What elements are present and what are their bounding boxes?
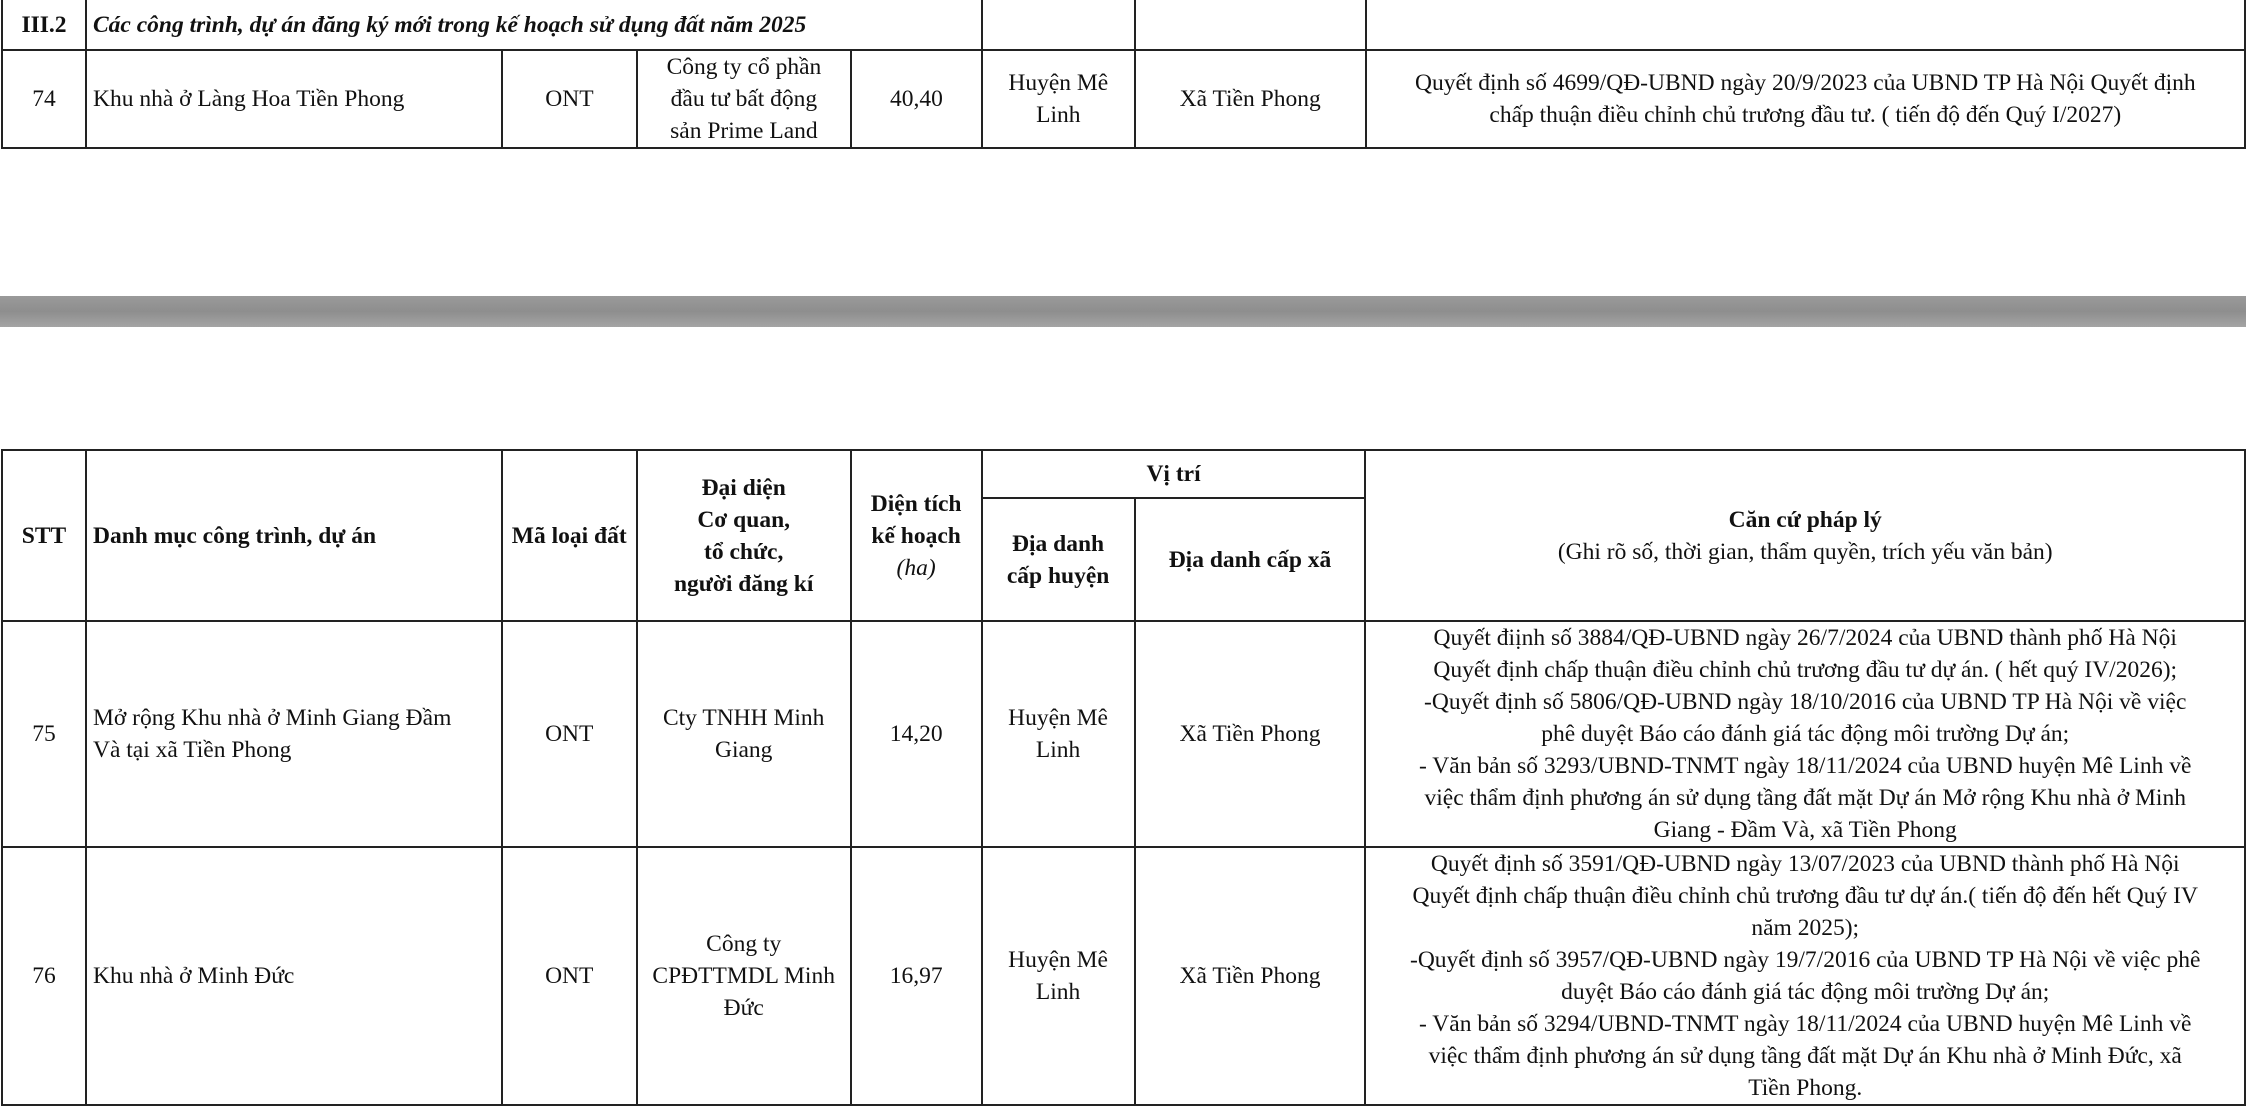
- district-line: Huyện Mê: [1008, 70, 1109, 96]
- land-code-cell: ONT: [502, 50, 637, 148]
- legal-line: -Quyết định số 5806/QĐ-UBND ngày 18/10/2016 của UBND TP Hà Nội về việc: [1424, 689, 2187, 715]
- header-commune: Địa danh cấp xã: [1135, 498, 1366, 621]
- header-line: cấp huyện: [1006, 562, 1110, 589]
- legal-line: năm 2025);: [1751, 915, 1860, 941]
- header-line: Diện tích: [870, 490, 962, 517]
- representative-cell: [637, 847, 851, 1105]
- legal-line: Quyết định số 4699/QĐ-UBND ngày 20/9/2023 của UBND TP Hà Nội Quyết định: [1414, 70, 2196, 96]
- representative-cell: [637, 621, 851, 847]
- legal-line: việc thẩm định phương án sử dụng tầng đất mặt Dự án Mở rộng Khu nhà ở Minh: [1424, 785, 2186, 811]
- area-cell: 16,97: [851, 847, 982, 1105]
- project-name-line: Khu nhà ở Minh Đức: [92, 963, 295, 989]
- legal-line: - Văn bản số 3294/UBND-TNMT ngày 18/11/2024 của UBND huyện Mê Linh về: [1419, 1011, 2192, 1037]
- section-title: Các công trình, dự án đăng ký mới trong kế hoạch sử dụng đất năm 2025: [86, 0, 851, 50]
- section-code: III.2: [2, 0, 86, 50]
- legal-line: Quyết định số 3591/QĐ-UBND ngày 13/07/2023 của UBND thành phố Hà Nội: [1430, 851, 2180, 877]
- legal-line: Giang - Đầm Và, xã Tiền Phong: [1653, 817, 1957, 843]
- legal-basis-cell: [1365, 621, 2245, 847]
- project-name-cell: Khu nhà ở Làng Hoa Tiền Phong: [86, 50, 502, 148]
- legal-line: Quyết định chấp thuận điều chỉnh chủ trương đầu tư dự án. ( hết quý IV/2026);: [1433, 657, 2178, 683]
- header-stt: STT: [2, 450, 86, 621]
- representative-line: Đức: [723, 995, 764, 1021]
- legal-line: chấp thuận điều chỉnh chủ trương đầu tư. ( tiến độ đến Quý I/2027): [1489, 102, 2122, 128]
- table-row: [2, 621, 2245, 847]
- stt-cell: 75: [2, 621, 86, 847]
- section-row: [2, 0, 2245, 50]
- legal-line: Tiền Phong.: [1748, 1075, 1863, 1101]
- header-representative: [637, 450, 851, 621]
- stt-cell: 76: [2, 847, 86, 1105]
- header-line: Đại diện: [701, 474, 786, 501]
- representative-cell: [637, 50, 851, 148]
- table-row: [2, 847, 2245, 1105]
- district-line: Huyện Mê: [1008, 947, 1108, 973]
- representative-line: Giang: [714, 737, 773, 763]
- district-line: Linh: [1036, 102, 1081, 128]
- representative-line: Công ty cổ phần: [666, 54, 822, 80]
- header-line: tổ chức,: [704, 538, 784, 565]
- project-name-cell: [86, 621, 502, 847]
- header-row: [2, 450, 2245, 498]
- header-legal-basis: [1365, 450, 2245, 621]
- project-name-line: Và tại xã Tiền Phong: [92, 737, 292, 763]
- representative-line: đầu tư bất động: [670, 86, 818, 112]
- commune-cell: Xã Tiền Phong: [1135, 847, 1366, 1105]
- legal-line: việc thẩm định phương án sử dụng tầng đất mặt Dự án Khu nhà ở Minh Đức, xã: [1428, 1043, 2182, 1069]
- commune-cell: Xã Tiền Phong: [1135, 50, 1366, 148]
- district-cell: [982, 621, 1135, 847]
- district-line: Huyện Mê: [1008, 705, 1108, 731]
- area-cell: 14,20: [851, 621, 982, 847]
- header-land-code: Mã loại đất: [502, 450, 637, 621]
- area-cell: 40,40: [851, 50, 982, 148]
- stt-cell: 74: [2, 50, 86, 148]
- table-row: [2, 50, 2245, 148]
- district-line: Linh: [1035, 979, 1081, 1005]
- header-legal-subtitle: (Ghi rõ số, thời gian, thẩm quyền, trích yếu văn bản): [1557, 538, 2053, 565]
- legal-basis-cell: [1365, 847, 2245, 1105]
- empty-cell: [1366, 0, 2245, 50]
- header-line: Địa danh: [1012, 530, 1105, 557]
- project-name-line: Mở rộng Khu nhà ở Minh Giang Đầm: [92, 705, 452, 731]
- empty-cell: [982, 0, 1135, 50]
- legal-line: phê duyệt Báo cáo đánh giá tác động môi trường Dự án;: [1541, 721, 2070, 747]
- district-cell: [982, 50, 1135, 148]
- land-code-cell: ONT: [502, 621, 637, 847]
- header-district: [982, 498, 1135, 621]
- representative-line: CPĐTTMDL Minh: [652, 963, 835, 989]
- land-use-table-top: [1, 0, 2246, 149]
- representative-line: sản Prime Land: [670, 118, 818, 144]
- header-area: [851, 450, 982, 621]
- header-line: kế hoạch: [871, 522, 961, 549]
- header-line: người đăng kí: [673, 570, 814, 597]
- legal-basis-cell: [1366, 50, 2245, 148]
- legal-line: Quyết định chấp thuận điều chỉnh chủ trương đầu tư dự án.( tiến độ đến hết Quý IV: [1412, 883, 2198, 909]
- page-separator: [0, 296, 2246, 327]
- empty-cell: [851, 0, 982, 50]
- project-name-cell: [86, 847, 502, 1105]
- legal-line: - Văn bản số 3293/UBND-TNMT ngày 18/11/2024 của UBND huyện Mê Linh về: [1419, 753, 2192, 779]
- land-use-table-bottom: [1, 449, 2246, 1106]
- representative-line: Cty TNHH Minh: [662, 705, 825, 731]
- header-legal-title: Căn cứ pháp lý: [1728, 506, 1882, 533]
- legal-line: -Quyết định số 3957/QĐ-UBND ngày 19/7/2016 của UBND TP Hà Nội về việc phê: [1410, 947, 2201, 973]
- commune-cell: Xã Tiền Phong: [1135, 621, 1366, 847]
- representative-line: Công ty: [706, 931, 782, 957]
- header-line: Cơ quan,: [697, 506, 791, 533]
- district-line: Linh: [1035, 737, 1081, 763]
- legal-line: Quyết điịnh số 3884/QĐ-UBND ngày 26/7/2024 của UBND thành phố Hà Nội: [1433, 625, 2177, 651]
- district-cell: [982, 847, 1135, 1105]
- empty-cell: [1135, 0, 1366, 50]
- header-location: Vị trí: [982, 450, 1366, 498]
- legal-line: duyệt Báo cáo đánh giá tác động môi trường Dự án;: [1561, 979, 2050, 1005]
- land-code-cell: ONT: [502, 847, 637, 1105]
- header-project-name: Danh mục công trình, dự án: [86, 450, 502, 621]
- header-area-unit: (ha): [896, 554, 936, 581]
